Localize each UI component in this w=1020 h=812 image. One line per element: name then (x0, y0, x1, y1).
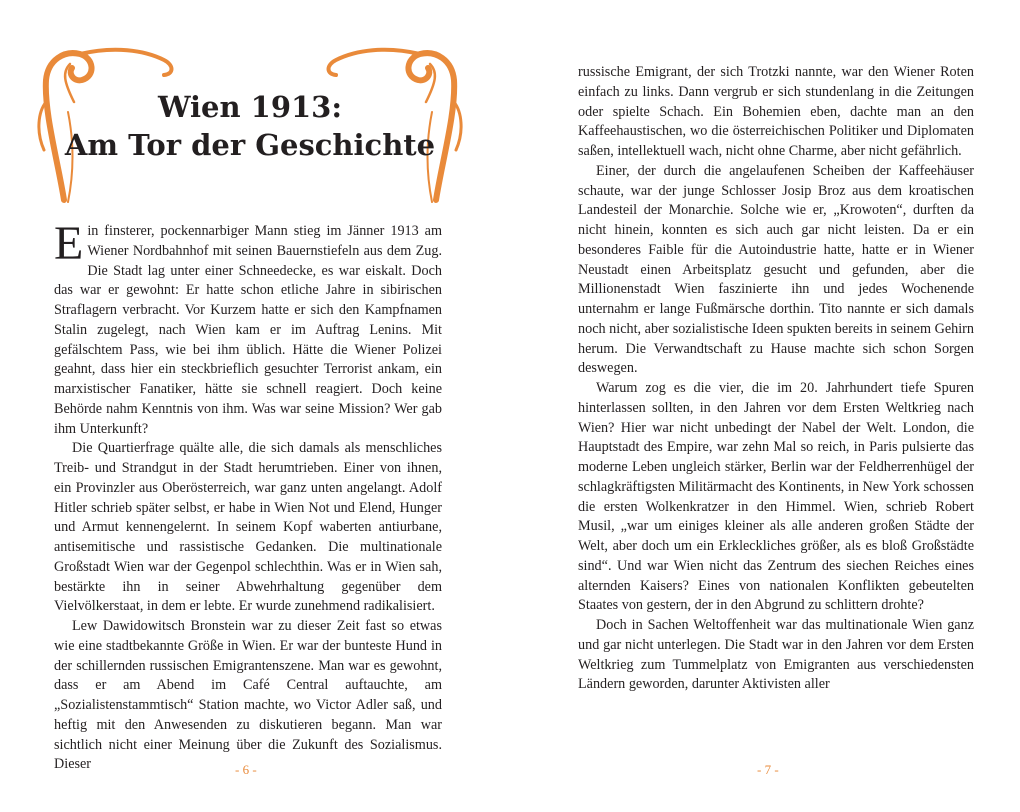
paragraph: russische Emigrant, der sich Trotzki nannte, war den Wiener Roten einfach zu links. Dann vergrub er sich stundenlang in die Zeitungen oder spielte Schach. Ein Bohemien eben, dachte man an den Kaffeehaustischen, wo die österreichischen Politiker und Diplomaten saßen, intellektuell wach, nicht ohne Charme, aber nicht gefährlich. (578, 64, 974, 159)
drop-cap: E (54, 217, 84, 270)
page-number: - 6 - (235, 762, 257, 777)
paragraph: Doch in Sachen Weltoffenheit war das multinationale Wien ganz und gar nicht unterlegen. Die Stadt war in den Jahren vor dem Ersten Weltkrieg zum Tummelplatz von Emigranten aus verschiedensten Ländern geworden, darunter Aktivisten aller (578, 617, 974, 693)
chapter-title (34, 88, 466, 164)
page-number: - 7 - (757, 762, 779, 777)
chapter-title-line-2: Am Tor der Geschichte (64, 128, 436, 162)
chapter-title-block (34, 42, 466, 207)
paragraph: Warum zog es die vier, die im 20. Jahrhundert tiefe Spuren hinterlassen sollten, in den Jahren vor dem Ersten Weltkrieg nach Wien? Hier war nicht unbedingt der Nabel der Welt. London, die Hauptstadt des Empire, war zehn Mal so reich, in Paris pulsierte das moderne Leben ungleich stärker, Berlin war der Feldherrenhügel der schlagkräftigsten Militärmacht des Kontinents, in New York schossen die ersten Wolkenkratzer in den Himmel. Wien, schrieb Robert Musil, „war um einiges kleiner als alle anderen großen Städte der Welt, aber doch um ein Erkleckliches größer, als es bloß Großstädte sind“. Und war Wien nicht das Zentrum des siechen Reiches eines alternden Kaisers? Eines von nationalen Konflikten gebeutelten Staates von gestern, der in den Abgrund zu schlittern drohte? (578, 380, 975, 614)
right-text-column (578, 63, 974, 695)
left-text-column (54, 217, 442, 775)
paragraph-text: in finsterer, pockennarbiger Mann stieg im Jänner 1913 am Wiener Nordbahnhof mit seinen Bauernstiefeln aus dem Zug. Die Stadt lag unter einer Schneedecke, es war eiskalt. Doch das war er gewohnt: Er hatte schon etliche Jahre in sibirischen Straflagern verbracht. Vor Kurzem hatte er sich den Kampfnamen Stalin zugelegt, nach Wien kam er im Auftrag Lenins. Mit gefälschtem Pass, wie bei ihm üblich. Hätte die Wiener Polizei geahnt, dass hier ein steckbrieflich gesuchter Terrorist ankam, ein marxistischer Fanatiker, hätte sie schnell reagiert. Doch keine Behörde nahm Kenntnis von ihm. Was war seine Mission? Wer gab ihm Unterkunft? (54, 223, 442, 437)
chapter-title-line-1: Wien 1913: (157, 90, 343, 124)
right-page (510, 0, 1020, 812)
paragraph: Die Quartierfrage quälte alle, die sich damals als menschliches Treib- und Strandgut in der Stadt herumtrieben. Einer von ihnen, ein Provinzler aus Oberösterreich, war ganz unten angelangt. Adolf Hitler schrieb später selbst, er habe in Wien Not und Elend, Hunger und Armut kennengelernt. In seinem Kopf waberten antiurbane, antisemitische und rassistische Gedanken. Die multinationale Großstadt Wien war der Gegenpol schlechthin. Was er in Wien sah, bestärkte ihn in seiner Abwehrhaltung gegenüber dem Vielvölkerstaat, in dem er lebte. Er wurde zunehmend radikalisiert. (54, 440, 442, 615)
paragraph (54, 217, 442, 439)
paragraph: Lew Dawidowitsch Bronstein war zu dieser Zeit fast so etwas wie eine stadtbekannte Größe in Wien. Er war der bunteste Hund in der schillernden russischen Emigrantenszene. Man war es gewohnt, dass er am Abend im Café Central auftauchte, am „Sozialistenstammtisch“ Station machte, wo Victor Adler saß, und heftig mit den Anwesenden zu diskutieren begann. Man war sichtlich nicht einer Meinung über die Zukunft des Sozialismus. Dieser (54, 618, 442, 773)
paragraph: Einer, der durch die angelaufenen Scheiben der Kaffeehäuser schaute, war der junge Schlosser Josip Broz aus dem kroatischen Landesteil der Monarchie. Solche wie er, „Krowoten“, durften da nicht hinein, konnten es sich auch gar nicht leisten. Da er ein besonderes Faible für die Autoindustrie hatte, hatte er in Wiener Neustadt einen Arbeitsplatz gesucht und gefunden, aber die Millionenstadt Wien faszinierte ihn und jedes Wochenende unternahm er lange Fußmärsche dorthin. Tito nannte er sich damals noch nicht, aber sozialistische Ideen spukten bereits in seinem Gehirn herum. Die Verwandtschaft zu Hause machte sich schon Sorgen deswegen. (578, 162, 974, 377)
